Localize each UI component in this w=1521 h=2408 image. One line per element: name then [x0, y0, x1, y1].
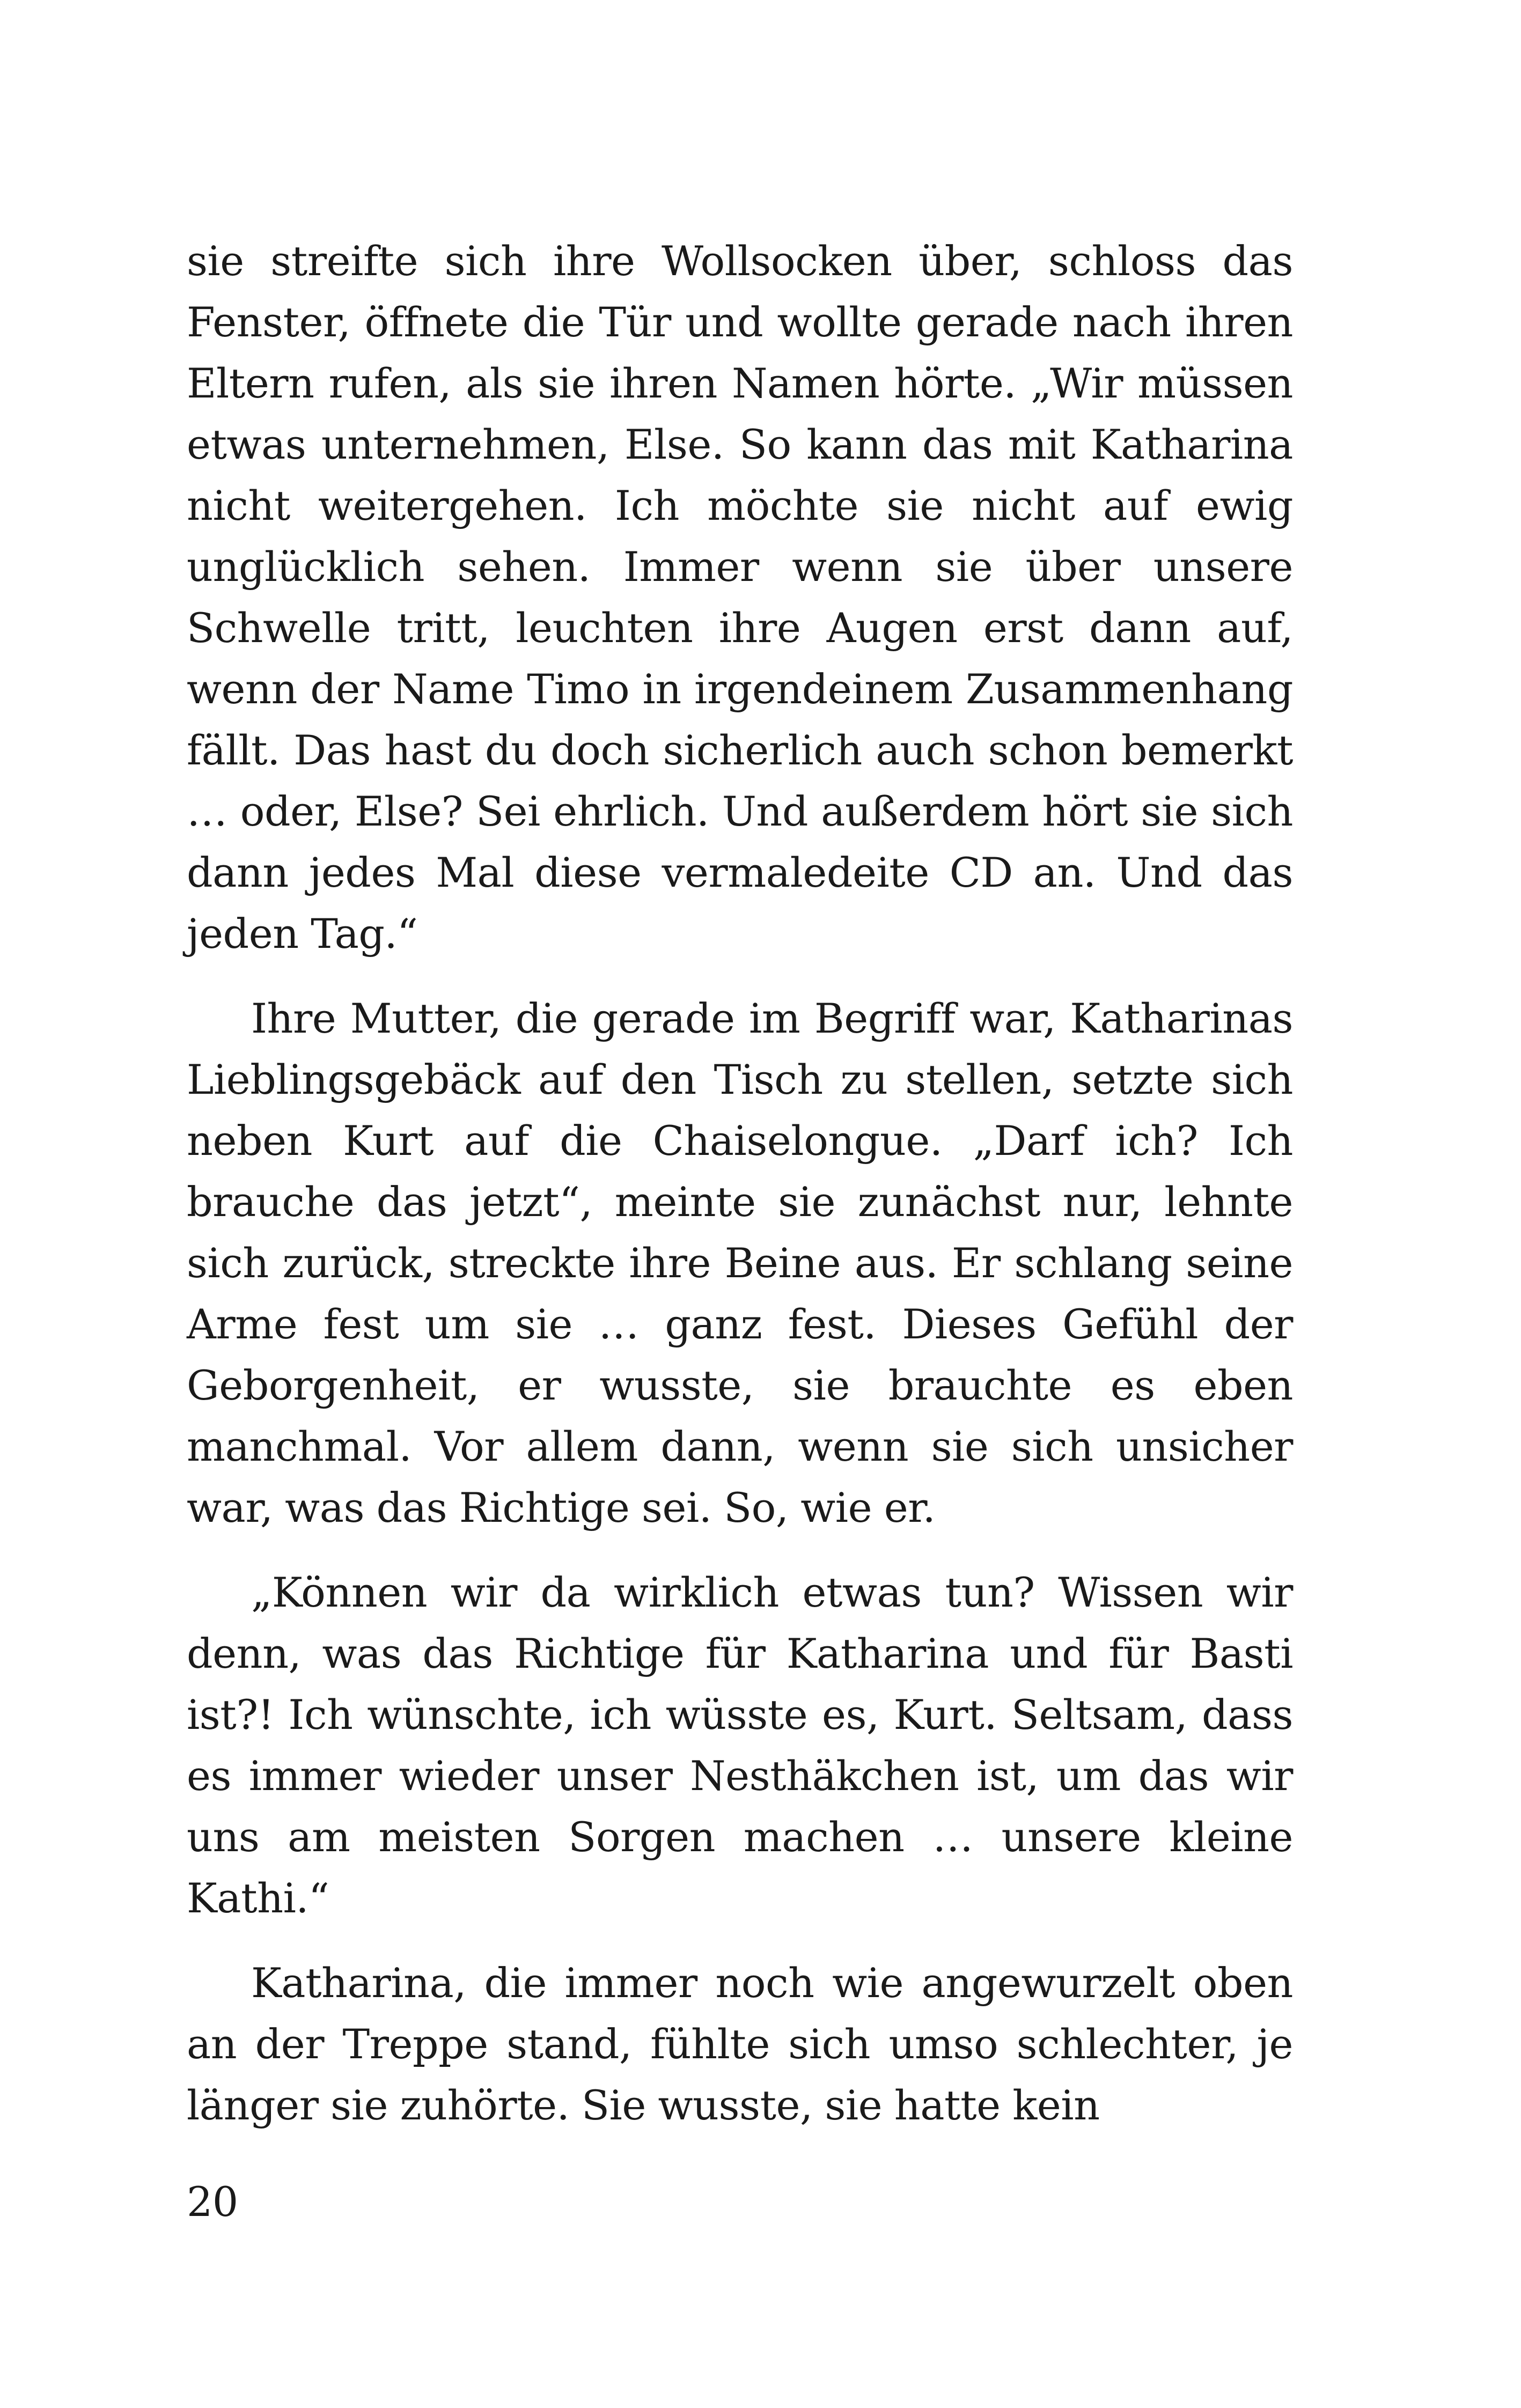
paragraph-4: Katharina, die immer noch wie angewurzelt oben an der Treppe stand, fühlte sich umso schlechter, je länger sie zuhörte. Sie wusste, sie hatte kein — [187, 1959, 1293, 2129]
paragraph-2: Ihre Mutter, die gerade im Begriff war, Katharinas Lieblingsgebäck auf den Tisch zu stellen, setzte sich neben Kurt auf die Chaiselongue. „Darf ich? Ich brauche das jetzt“, meinte sie zunächst nur, lehnte sich zurück, streckte ihre Beine aus. Er schlang seine Arme fest um sie … ganz fest. Dieses Gefühl der Geborgenheit, er wusste, sie brauchte es eben manchmal. Vor allem dann, wenn sie sich unsicher war, was das Richtige sei. So, wie er. — [187, 995, 1293, 1531]
paragraph-3: „Können wir da wirklich etwas tun? Wissen wir denn, was das Richtige für Katharina und für Basti ist?! Ich wünschte, ich wüsste es, Kurt. Seltsam, dass es immer wieder unser Nesthäkchen ist, um das wir uns am meisten Sorgen machen … unsere kleine Kathi.“ — [187, 1568, 1293, 1922]
page-number: 20 — [187, 2178, 238, 2226]
body-text — [187, 231, 1293, 2136]
paragraph-1: sie streifte sich ihre Wollsocken über, schloss das Fenster, öffnete die Tür und wollte gerade nach ihren Eltern rufen, als sie ihren Namen hörte. „Wir müssen etwas unternehmen, Else. So kann das mit Katharina nicht weitergehen. Ich möchte sie nicht auf ewig unglücklich sehen. Immer wenn sie über unsere Schwelle tritt, leuchten ihre Augen erst dann auf, wenn der Name Timo in irgendeinem Zusammenhang fällt. Das hast du doch sicherlich auch schon bemerkt … oder, Else? Sei ehrlich. Und außerdem hört sie sich dann jedes Mal diese vermaledeite CD an. Und das jeden Tag.“ — [187, 237, 1293, 958]
